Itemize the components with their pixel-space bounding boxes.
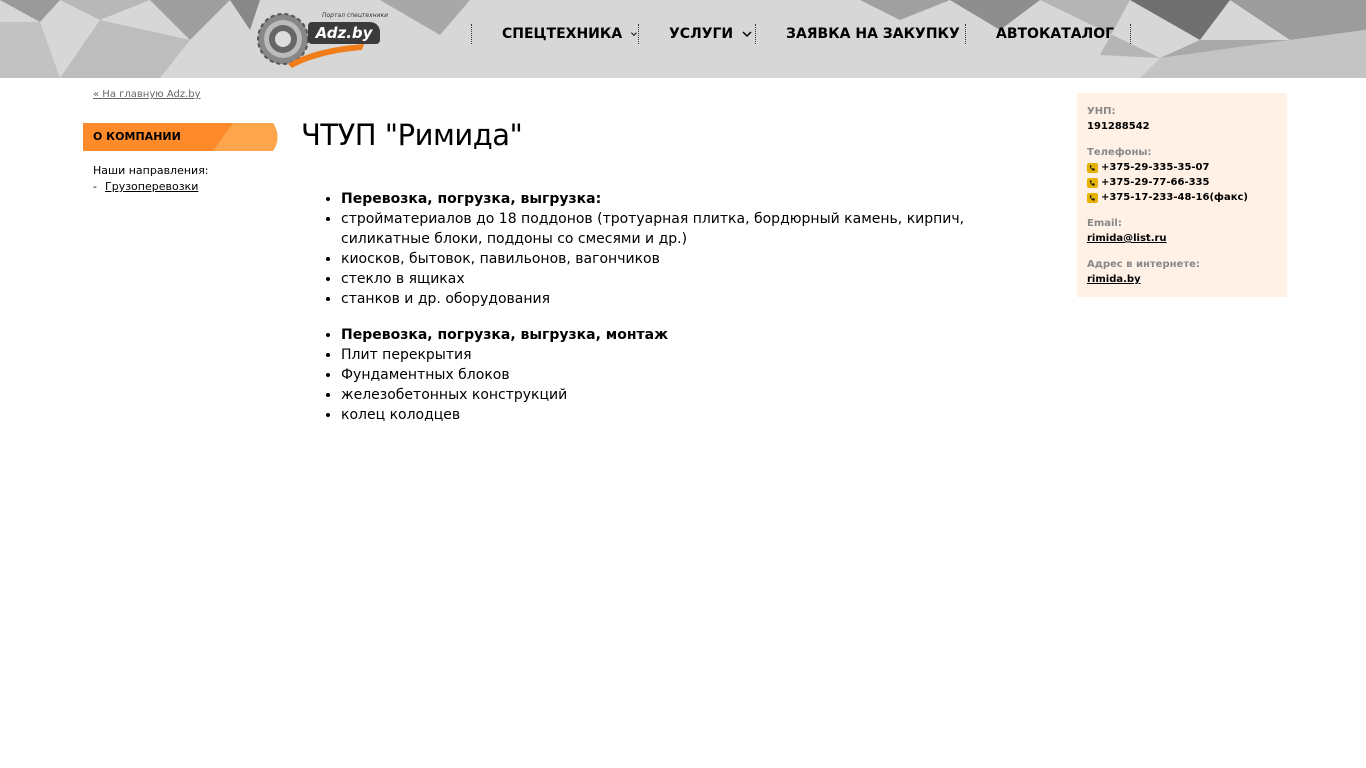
email-link[interactable]: rimida@list.ru [1087,233,1167,244]
list-item: • колец колодцев [341,405,1041,425]
phone-icon [1087,163,1098,173]
phone-number: +375-29-335-35-07 [1101,162,1210,173]
directions-label: Наши направления: [93,164,209,177]
unp-value: 191288542 [1087,121,1150,132]
page-title: ЧТУП "Римида" [301,118,523,152]
main-nav [471,24,1131,44]
list-item: • Плит перекрытия [341,345,1041,365]
list-item: • стекло в ящиках [341,269,1041,289]
phone-row [1087,175,1277,190]
phone-number: +375-29-77-66-335 [1101,177,1210,188]
site-logo[interactable] [256,8,388,68]
phone-icon [1087,193,1098,203]
nav-label: АВТОКАТАЛОГ [996,26,1115,42]
list-item: • железобетонных конструкций [341,385,1041,405]
contacts-panel [1077,93,1287,297]
nav-item-spectehnika[interactable] [472,24,638,44]
sidebar-header[interactable] [83,123,280,151]
services-list-mounting [341,325,1041,425]
nav-label: УСЛУГИ [669,26,734,42]
chevron-down-icon [741,28,753,40]
phone-row [1087,190,1277,205]
chevron-down-icon [630,28,638,40]
website-label: Адрес в интернете: [1087,259,1200,270]
phone-icon [1087,178,1098,188]
list-item: • киосков, бытовок, павильонов, вагончиков [341,249,1041,269]
list-dash: - [93,180,97,193]
nav-item-avtokatalog[interactable] [966,24,1130,44]
phone-number: +375-17-233-48-16(факс) [1101,192,1249,203]
website-link[interactable]: rimida.by [1087,274,1141,285]
list-item: • Фундаментных блоков [341,365,1041,385]
logo-swoosh [286,42,366,68]
nav-item-zayavka[interactable] [756,24,965,44]
site-header [0,0,1366,78]
nav-separator [1130,24,1131,44]
list-item: • Перевозка, погрузка, выгрузка: [341,189,1041,209]
list-item: • Перевозка, погрузка, выгрузка, монтаж [341,325,1041,345]
breadcrumb-home-link[interactable]: « На главную Adz.by [93,89,201,100]
unp-label: УНП: [1087,106,1116,117]
list-item: • стройматериалов до 18 поддонов (тротуарная плитка, бордюрный камень, кирпич, силикатные блоки, поддоны со смесями и др.) [341,209,1041,249]
phones-label: Телефоны: [1087,147,1152,158]
list-item: • станков и др. оборудования [341,289,1041,309]
nav-label: СПЕЦТЕХНИКА [502,26,623,42]
phone-row [1087,160,1277,175]
sidebar-link-gruzoperevozki[interactable]: Грузоперевозки [105,180,199,193]
services-list-transport [341,189,1041,309]
nav-label: ЗАЯВКА НА ЗАКУПКУ [786,26,960,42]
sidebar-link-row [93,180,198,193]
nav-item-uslugi[interactable] [639,24,755,44]
sidebar-header-label: О КОМПАНИИ [93,130,181,143]
logo-text: Adz.by [308,22,380,44]
email-label: Email: [1087,218,1122,229]
logo-tagline: Портал спецтехники [322,12,388,19]
